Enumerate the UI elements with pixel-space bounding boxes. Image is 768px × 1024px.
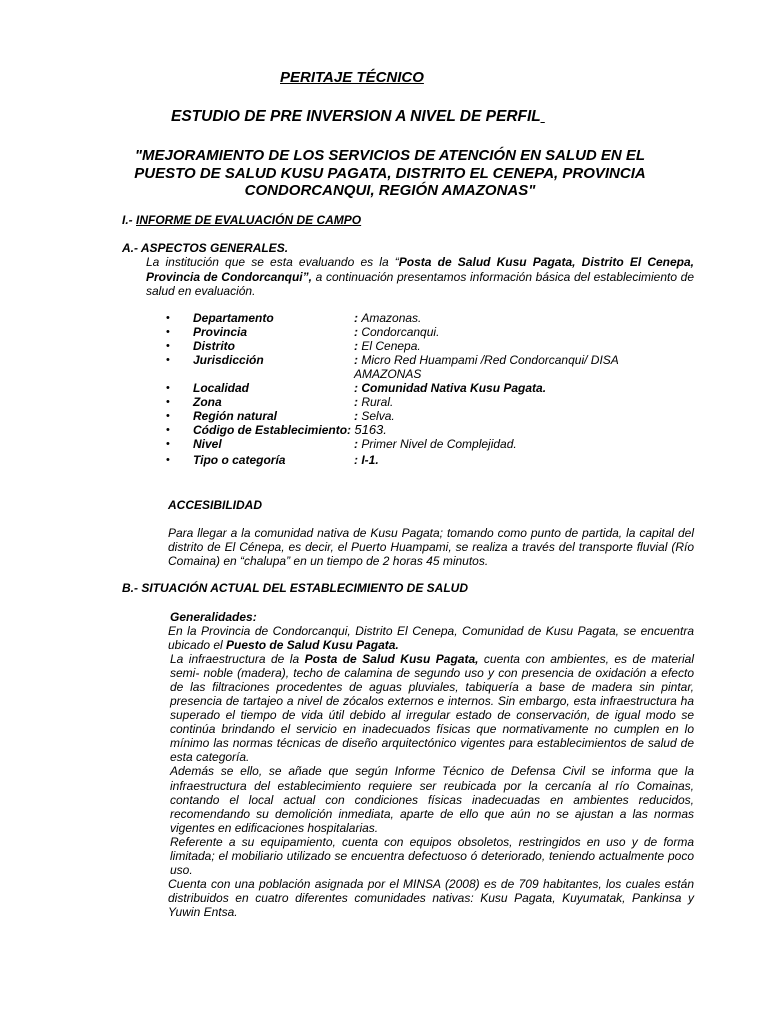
paragraph-infraestructura	[168, 652, 694, 764]
fact-label: Localidad	[193, 381, 250, 395]
fact-value	[354, 437, 517, 451]
paragraph-equipamiento: Referente a su equipamiento, cuenta con equipos obsoletos, restringidos en uso y de forma limitada; el mobiliario utilizado se encuentra defectuoso ó deteriorado, teniendo actualmente poco uso.	[170, 834, 694, 877]
accesibilidad-paragraph: Para llegar a la comunidad nativa de Kusu Pagata; tomando como punto de partida, la capital del distrito de El Cénepa, es decir, el Puerto Huampami, se realiza a través del transporte fluvial (Río Comaina) en “chalupa” en un tiempo de 2 horas 45 minutos.	[168, 526, 694, 568]
fact-value-text: Primer Nivel de Complejidad.	[361, 437, 517, 451]
fact-label: Región natural	[193, 409, 278, 423]
fact-distrito	[166, 339, 666, 353]
subtitle-trailing-underline	[540, 108, 544, 125]
bullet-icon: •	[166, 396, 170, 408]
paragraph-bold-text: Posta de Salud Kusu Pagata,	[304, 652, 479, 667]
accesibilidad-heading: ACCESIBILIDAD	[168, 498, 263, 512]
paragraph-poblacion: Cuenta con una población asignada por el MINSA (2008) es de 709 habitantes, los cuales están distribuidos en cuatro diferentes comunidades nativas: Kusu Pagata, Kuyumatak, Pankinsa y Yuwin Entsa.	[168, 876, 694, 919]
fact-label: Provincia	[193, 325, 248, 339]
fact-label: Zona	[193, 395, 222, 409]
fact-label: Distrito	[193, 339, 235, 353]
fact-value-text: El Cenepa.	[361, 339, 421, 353]
fact-separator: :	[354, 381, 362, 395]
fact-separator: :	[354, 353, 362, 367]
fact-value	[354, 409, 395, 423]
bullet-icon: •	[166, 410, 170, 422]
intro-text: La institución que se esta evaluando es la “	[146, 255, 399, 269]
fact-value-text: Comunidad Nativa Kusu Pagata.	[361, 381, 547, 395]
section-heading-informe	[122, 213, 361, 227]
fact-localidad	[166, 381, 666, 395]
bullet-icon: •	[166, 326, 170, 338]
intro-text-end: a continuación presentamos información básica del establecimiento de salud en evaluación.	[146, 269, 694, 298]
fact-provincia	[166, 325, 666, 339]
paragraph-text-end: cuenta con ambientes, es de material semi- noble (madera), techo de calamina de segundo uso y con presencia de oxidación a efecto de las filtraciones procedentes de aguas pluviales, tabiquería a base de madera sin pintar, presencia de tartajeo a nivel de zócalos externos e internos. Sin embargo, esta infraestructura ha superado el tiempo de vida útil debido al irregular estado de conservación, de igual modo se continúa brindando el servicio en inadecuados físicas que normativamente no cumplen en lo mínimo las normas técnicas de diseño arquitectónico vigentes para establecimientos de salud de esta categoría.	[170, 652, 695, 765]
fact-label	[193, 423, 387, 437]
document-title: PERITAJE TÉCNICO	[280, 69, 424, 86]
section-heading-situacion-actual: B.- SITUACIÓN ACTUAL DEL ESTABLECIMIENTO DE SALUD	[122, 581, 469, 595]
fact-label-text: Código de Establecimiento:	[193, 423, 352, 437]
bullet-icon: •	[166, 340, 170, 352]
fact-separator: :	[354, 325, 362, 339]
project-title: "MEJORAMIENTO DE LOS SERVICIOS DE ATENCIÓN EN SALUD EN EL PUESTO DE SALUD KUSU PAGATA, DISTRITO EL CENEPA, PROVINCIA CONDORCANQUI, REGIÓN AMAZONAS"	[134, 147, 646, 199]
bullet-icon: •	[166, 454, 170, 466]
fact-value-text: Amazonas.	[361, 311, 422, 325]
fact-value-text: Rural.	[361, 395, 394, 409]
fact-value	[354, 395, 393, 409]
bullet-icon: •	[166, 424, 170, 436]
fact-tipo-categoria	[166, 453, 666, 467]
fact-label: Jurisdicción	[193, 353, 264, 367]
aspectos-intro-paragraph	[146, 255, 694, 299]
establishment-facts-list	[166, 311, 666, 467]
fact-separator: :	[354, 453, 362, 467]
paragraph-text: En la Provincia de Condorcanqui, Distrito El Cenepa, Comunidad de Kusu Pagata, se encuentra ubicado el	[168, 624, 694, 653]
fact-separator: :	[354, 339, 362, 353]
fact-value	[354, 339, 421, 353]
paragraph-text: La infraestructura de la	[170, 652, 305, 667]
fact-zona	[166, 395, 666, 409]
fact-value-text: I-1.	[361, 453, 379, 467]
fact-label: Departamento	[193, 311, 274, 325]
fact-value-text: Condorcanqui.	[361, 325, 440, 339]
bullet-icon: •	[166, 354, 170, 366]
generalidades-body	[168, 624, 694, 919]
section-heading-aspectos-generales: A.- ASPECTOS GENERALES.	[122, 241, 289, 255]
fact-separator: :	[354, 395, 362, 409]
fact-value	[354, 311, 421, 325]
fact-separator: :	[354, 437, 362, 451]
fact-label: Nivel	[193, 437, 222, 451]
fact-value	[354, 381, 546, 395]
fact-jurisdiccion	[166, 353, 666, 381]
fact-value	[354, 353, 644, 381]
fact-value	[354, 325, 439, 339]
paragraph-bold-text: Puesto de Salud Kusu Pagata.	[226, 638, 399, 653]
paragraph-defensa-civil: Además se ello, se añade que según Informe Técnico de Defensa Civil se informa que la infraestructura del establecimiento requiere ser reubicada por la cercanía al río Comainas, contando el local actual con condiciones físicas inadecuadas en ambientes reducidos, recomendando su demolición inmediata, aparte de ello que aún no se ajustan a las normas vigentes en edificaciones hospitalarias.	[170, 764, 694, 835]
fact-codigo-establecimiento	[166, 423, 666, 437]
section-number: I.-	[122, 213, 136, 227]
fact-value-text: Selva.	[361, 409, 395, 423]
subtitle-text: ESTUDIO DE PRE INVERSION A NIVEL DE PERFIL	[171, 108, 541, 125]
fact-label: Tipo o categoría	[193, 453, 286, 467]
bullet-icon: •	[166, 312, 170, 324]
fact-departamento	[166, 311, 666, 325]
fact-value-text: Micro Red Huampami /Red Condorcanqui/ DISA AMAZONAS	[354, 353, 619, 381]
paragraph-ubicacion	[168, 624, 694, 652]
fact-nivel	[166, 437, 666, 451]
fact-value-text: 5163.	[354, 422, 387, 437]
intro-institution-name: Posta de Salud Kusu Pagata, Distrito El Cenepa, Provincia de Condorcanqui”,	[146, 255, 694, 284]
fact-value	[354, 453, 379, 467]
section-title: INFORME DE EVALUACIÓN DE CAMPO	[136, 213, 362, 227]
bullet-icon: •	[166, 382, 170, 394]
fact-separator: :	[354, 409, 362, 423]
fact-separator: :	[354, 311, 362, 325]
generalidades-heading: Generalidades:	[170, 610, 257, 624]
fact-region-natural	[166, 409, 666, 423]
bullet-icon: •	[166, 438, 170, 450]
document-subtitle	[171, 108, 545, 126]
